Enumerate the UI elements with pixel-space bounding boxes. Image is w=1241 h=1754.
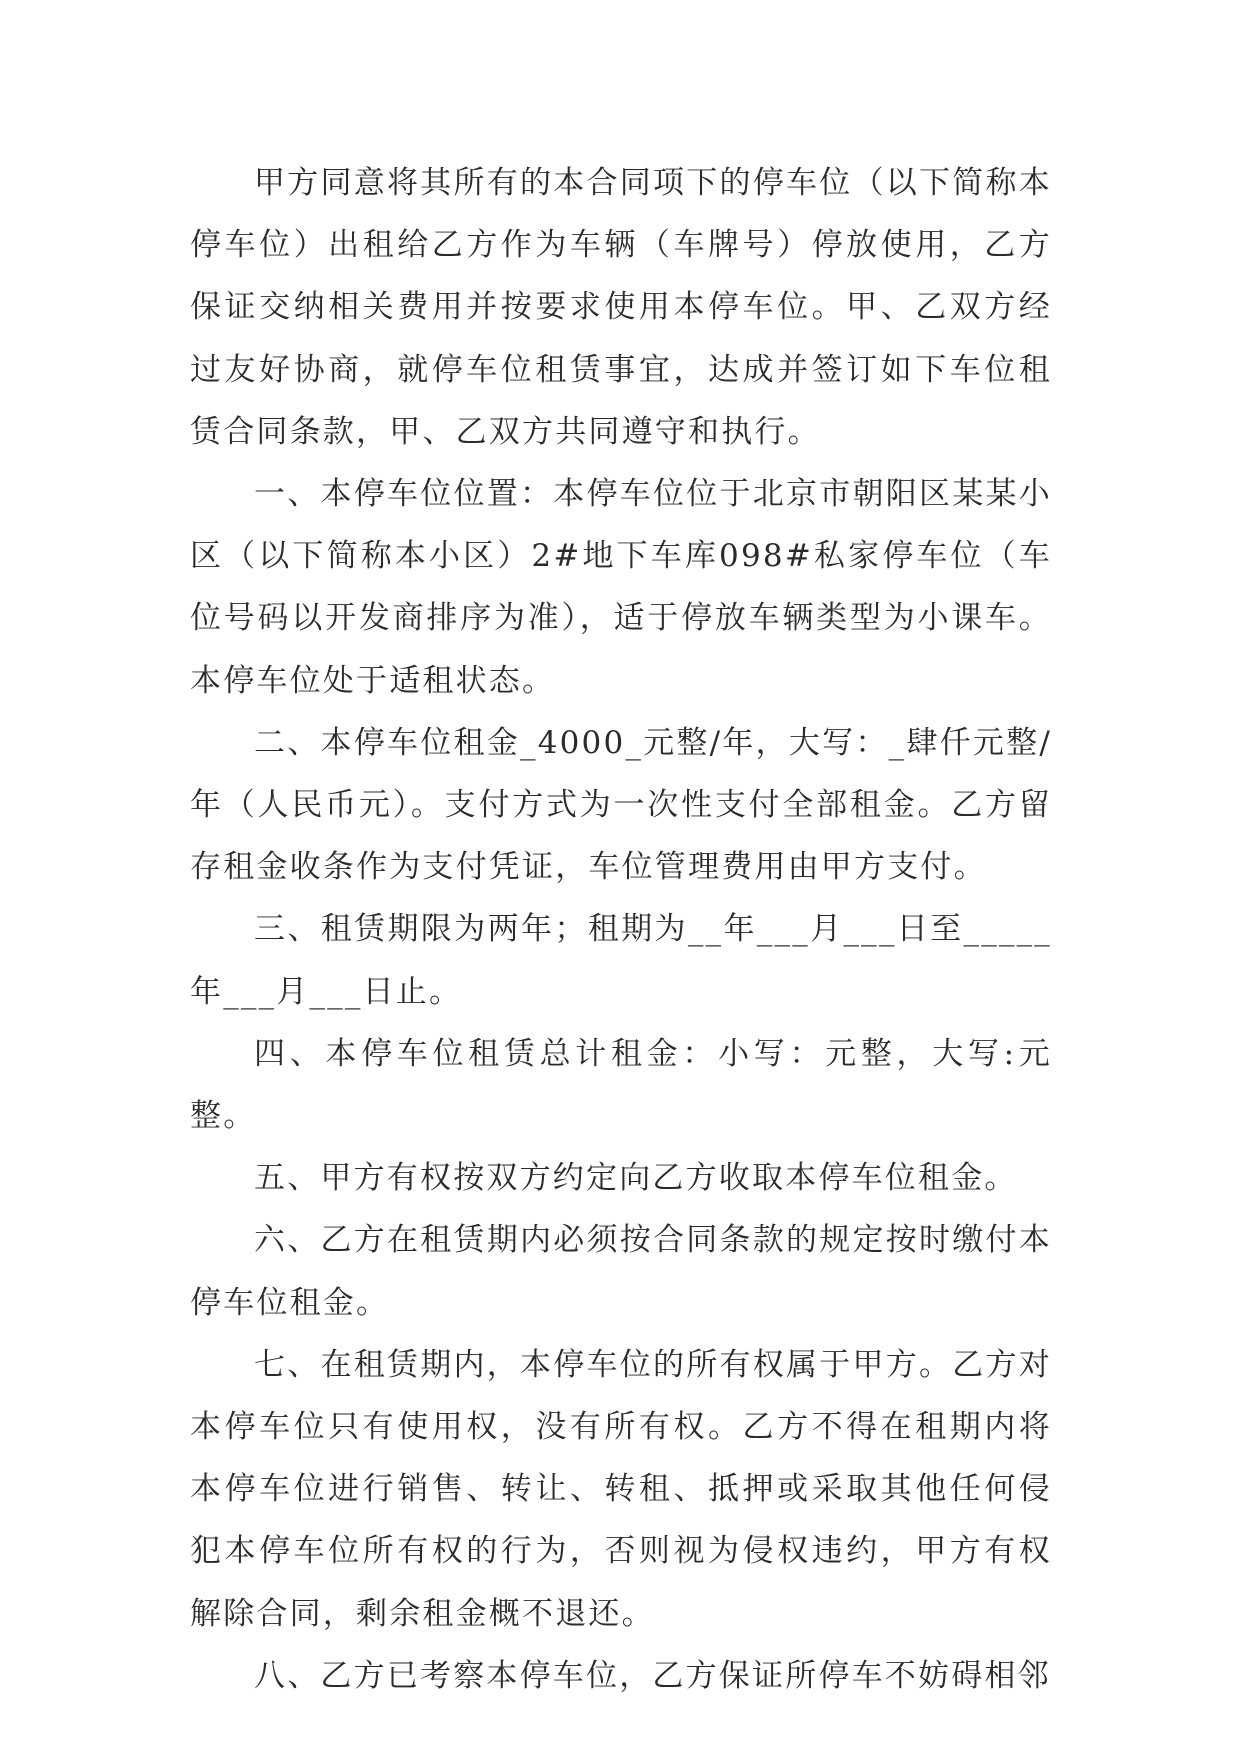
paragraph-intro: 甲方同意将其所有的本合同项下的停车位（以下简称本停车位）出租给乙方作为车辆（车牌号）停放使用，乙方保证交纳相关费用并按要求使用本停车位。甲、乙双方经过友好协商，就停车位租赁事宜，达成并签订如下车位租赁合同条款，甲、乙双方共同遵守和执行。 (190, 165, 1052, 450)
paragraph-clause-2: 二、本停车位租金_4000_元整/年，大写：_肆仟元整/年（人民币元）。支付方式为一次性支付全部租金。乙方留存租金收条作为支付凭证，车位管理费用由甲方支付。 (190, 724, 1052, 886)
paragraph-clause-5: 五、甲方有权按双方约定向乙方收取本停车位租金。 (254, 1160, 1018, 1197)
paragraph-clause-4: 四、本停车位租赁总计租金：小写：元整，大写:元整。 (190, 1035, 1052, 1135)
document-body (190, 152, 1052, 1707)
paragraph-clause-8: 八、乙方已考察本停车位，乙方保证所停车不妨碍相邻 (254, 1657, 1051, 1694)
paragraph-clause-3: 三、租赁期限为两年；租期为__年___月___日至_____年___月___日止。 (190, 911, 1052, 1010)
paragraph-clause-6: 六、乙方在租赁期内必须按合同条款的规定按时缴付本停车位租金。 (190, 1222, 1052, 1321)
paragraph-clause-7: 七、在租赁期内，本停车位的所有权属于甲方。乙方对本停车位只有使用权，没有所有权。乙方不得在租期内将本停车位进行销售、转让、转租、抵押或采取其他任何侵犯本停车位所有权的行为，否则视为侵权违约，甲方有权解除合同，剩余租金概不退还。 (190, 1346, 1052, 1632)
paragraph-clause-1: 一、本停车位位置：本停车位位于北京市朝阳区某某小区（以下简称本小区）2#地下车库098#私家停车位（车位号码以开发商排序为准），适于停放车辆类型为小课车。本停车位处于适租状态。 (190, 476, 1052, 699)
